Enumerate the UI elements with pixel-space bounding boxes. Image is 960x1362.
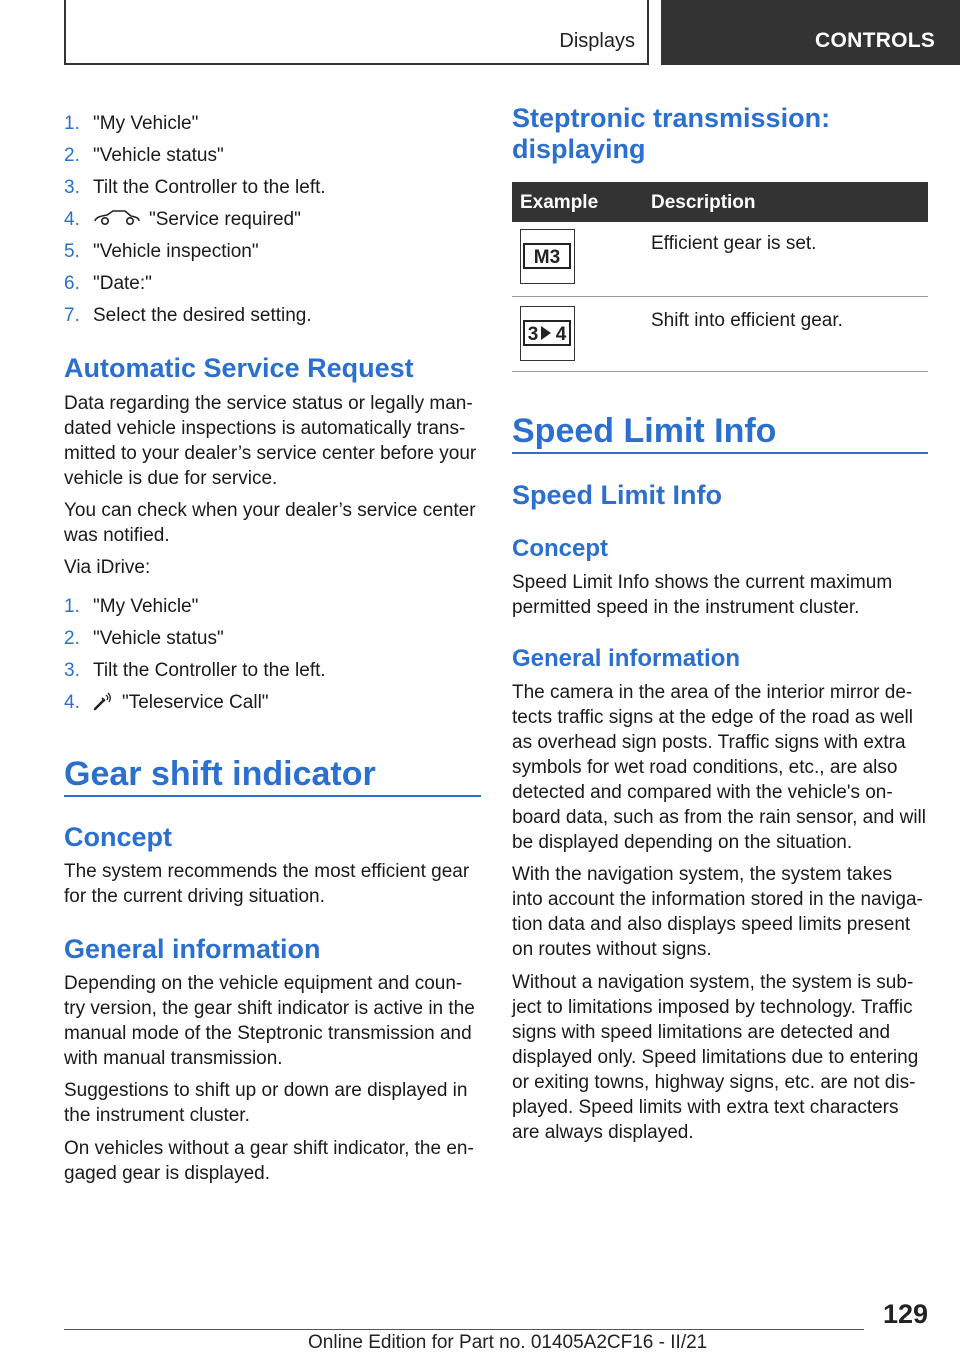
subheading-speed-limit-info: Speed Limit Info (512, 480, 723, 510)
heading-steptronic: Steptronic transmission: displaying (512, 103, 831, 164)
paragraph: The camera in the area of the interior mirror de-tects traffic signs at the edge of the road as well as overhead sign posts. Traffic signs with extra symbols for wet road conditions, etc., are also detected and compared with the vehicle's on-board data, such as from the rain sensor, and will be displayed depending on the situation. (512, 682, 927, 853)
paragraph: On vehicles without a gear shift indicator, the en-gaged gear is displayed. (64, 1138, 474, 1184)
paragraph: Suggestions to shift up or down are displayed in the instrument cluster. (64, 1080, 468, 1126)
table-header (512, 182, 928, 222)
heading-concept: Concept (64, 822, 172, 852)
header-chapter-tab (661, 0, 960, 65)
header-section-label: Displays (559, 30, 635, 52)
heading-concept: Concept (512, 535, 608, 562)
footer-rule (64, 1329, 864, 1330)
footer-edition: Online Edition for Part no. 01405A2CF16 - II/21 (308, 1332, 708, 1353)
svg-text:4: 4 (555, 324, 567, 345)
paragraph: The system recommends the most efficient gear for the current driving situation. (64, 861, 470, 907)
heading-general-information: General information (512, 645, 741, 672)
svg-text:3: 3 (527, 324, 539, 345)
heading-automatic-service-request: Automatic Service Request (64, 353, 414, 383)
heading-speed-limit-info: Speed Limit Info (512, 412, 777, 450)
table-header-example: Example (520, 192, 599, 213)
table-cell-description: Shift into efficient gear. (651, 310, 843, 331)
svg-text:M3: M3 (533, 247, 561, 268)
paragraph: Via iDrive: (64, 557, 151, 578)
table-header-description: Description (651, 192, 756, 213)
paragraph: You can check when your dealer’s service center was notified. (64, 500, 476, 546)
wrench-signal-icon (93, 692, 113, 712)
heading-general-information: General information (64, 934, 321, 964)
table-row-divider (512, 296, 928, 297)
table-cell-description: Efficient gear is set. (651, 233, 817, 254)
gear-m3-icon (520, 229, 575, 284)
header-chapter-label: CONTROLS (815, 29, 936, 52)
paragraph: Without a navigation system, the system is sub-ject to limitations imposed by technology. Traffic signs with speed limitations are detected and displayed only. Speed limitations due to entering or exiting towns, highway signs, etc. are not dis-played. Speed limits with extra text characters are always displayed. (512, 972, 919, 1143)
heading-gear-shift-indicator: Gear shift indicator (64, 755, 376, 793)
heading-rule (64, 795, 481, 797)
table-row-divider (512, 371, 928, 372)
car-icon (93, 209, 141, 227)
paragraph: Speed Limit Info shows the current maximum permitted speed in the instrument cluster. (512, 572, 893, 618)
paragraph: Depending on the vehicle equipment and coun-try version, the gear shift indicator is active in the manual mode of the Steptronic transmission and with manual transmission. (64, 973, 475, 1069)
paragraph: With the navigation system, the system takes into account the information stored in the naviga-tion data and also displays speed limits present on routes without signs. (512, 864, 923, 960)
page-number: 129 (882, 1299, 928, 1329)
paragraph: Data regarding the service status or legally man-dated vehicle inspections is automatically trans-mitted to your dealer’s service center before your vehicle is due for service. (64, 393, 477, 489)
gear-upshift-icon (520, 306, 575, 361)
heading-rule (512, 452, 928, 454)
header-section-tab (64, 0, 649, 65)
